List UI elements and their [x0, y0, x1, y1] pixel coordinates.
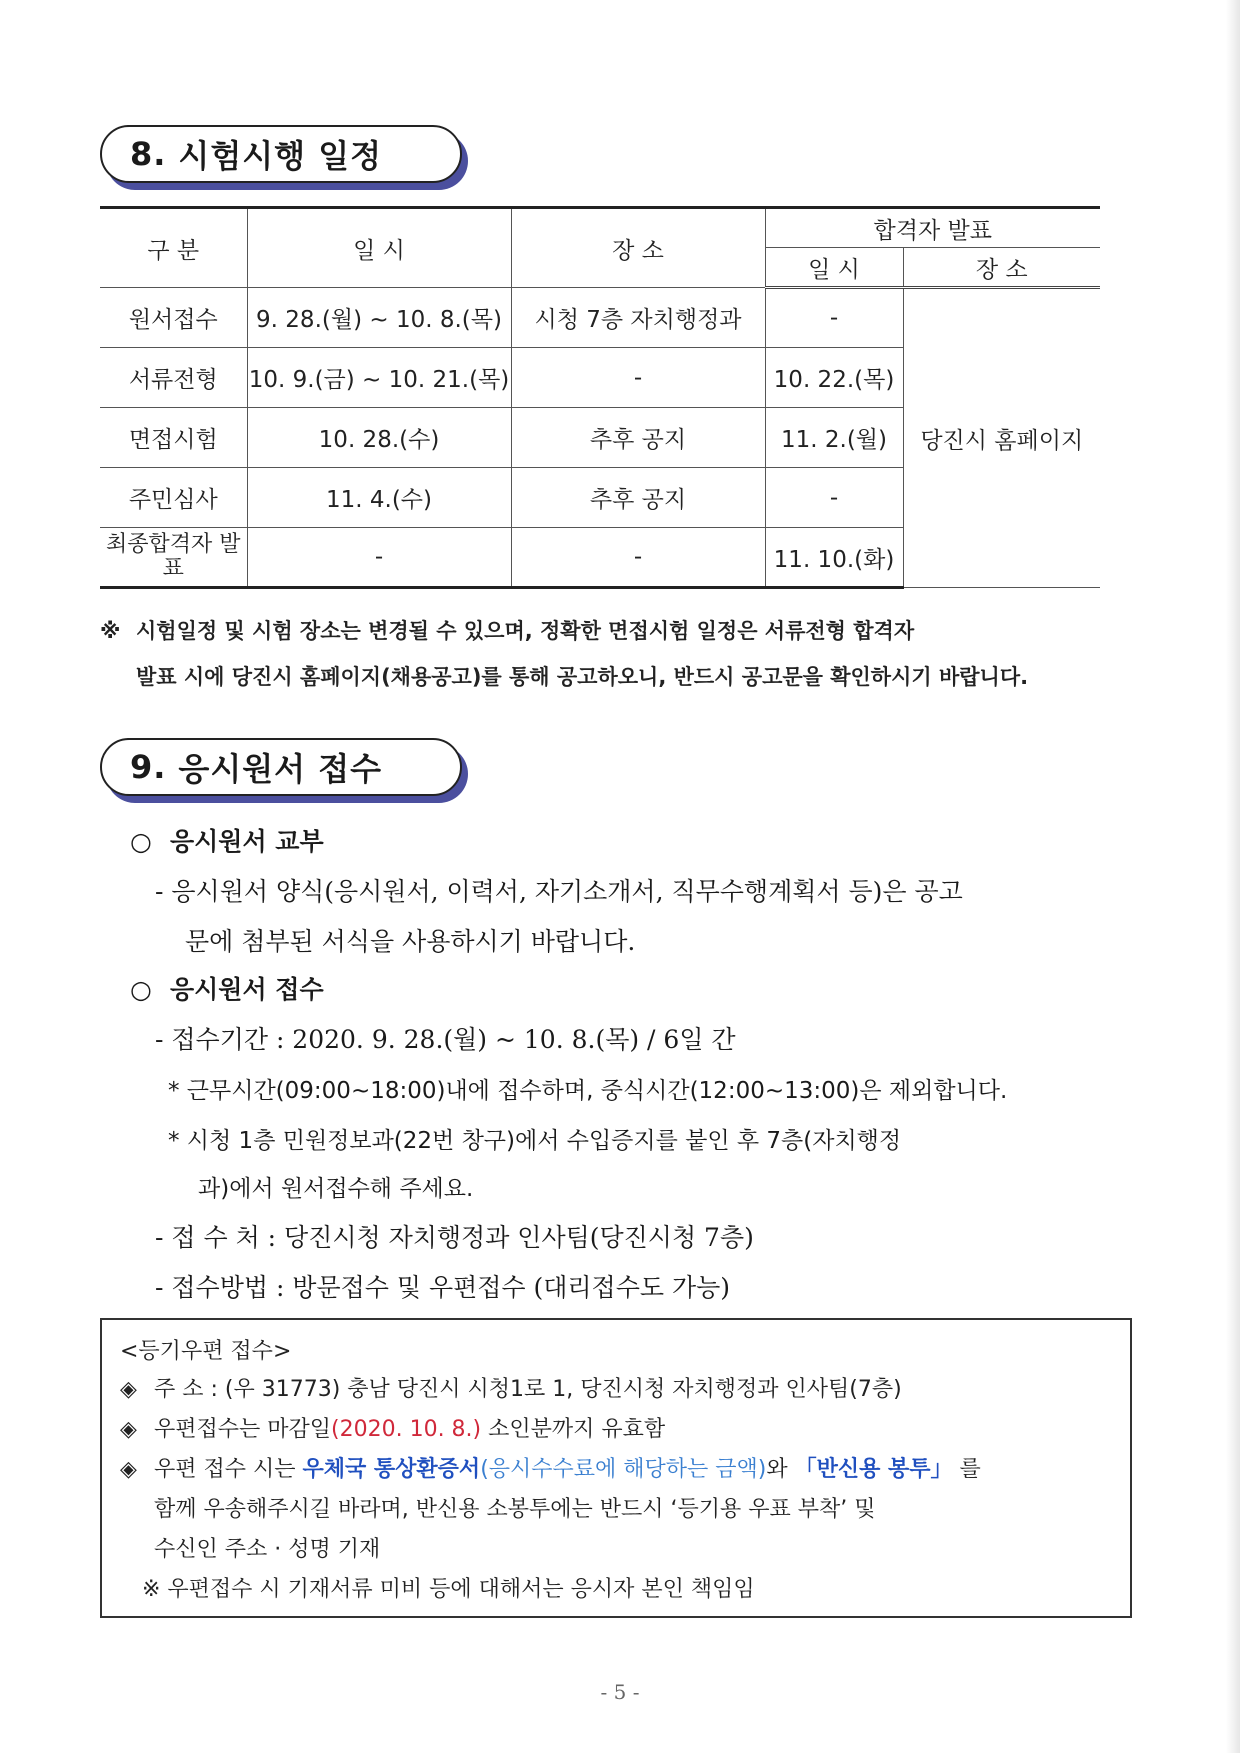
mail-responsibility-note: ※ 우편접수 시 기재서류 미비 등에 대해서는 응시자 본인 책임임	[142, 1577, 755, 1602]
schedule-notice	[100, 608, 1110, 700]
row-category: 면접시험	[100, 408, 247, 468]
row-announcement-date: 10. 22.(목)	[765, 348, 903, 408]
table-header-row	[100, 208, 1100, 248]
receipt-note-hours: * 근무시간(09:00~18:00)내에 접수하며, 중식시간(12:00~13:00)은 제외합니다.	[168, 1078, 1008, 1104]
diamond-bullet-icon: ◈	[120, 1457, 137, 1482]
header-announcement: 합격자 발표	[765, 208, 1100, 248]
money-order-note: (응시수수료에 해당하는 금액)	[480, 1457, 767, 1482]
diamond-bullet-icon: ◈	[120, 1417, 137, 1442]
enclosure-text: 우편 접수 시는	[154, 1457, 303, 1482]
table-row	[100, 288, 1100, 348]
header-date: 일 시	[247, 208, 511, 288]
circle-bullet-icon: ○	[130, 975, 152, 1004]
mail-deadline	[120, 1412, 665, 1443]
notice-line-2: 발표 시에 당진시 홈페이지(채용공고)를 통해 공고하오니, 반드시 공고문을 확인하시기 바랍니다.	[136, 665, 1029, 689]
row-place: -	[511, 348, 765, 408]
section-8-header	[100, 125, 462, 183]
section-number: 9.	[130, 748, 167, 786]
mail-address	[120, 1372, 902, 1403]
section-number: 8.	[130, 135, 167, 173]
row-category: 원서접수	[100, 288, 247, 348]
return-envelope-label: 「반신용 봉투」	[794, 1457, 953, 1482]
exam-schedule-table	[100, 206, 1100, 589]
row-place: -	[511, 528, 765, 588]
mail-box-title: <등기우편 접수>	[120, 1339, 292, 1364]
notice-line-1: 시험일정 및 시험 장소는 변경될 수 있으며, 정확한 면접시험 일정은 서류전형 합격자	[136, 619, 915, 643]
receipt-heading	[130, 970, 324, 1006]
row-category: 주민심사	[100, 468, 247, 528]
receipt-note-stamp-cont: 과)에서 원서접수해 주세요.	[198, 1176, 474, 1202]
section-9-header	[100, 738, 462, 796]
row-announcement-date: -	[765, 288, 903, 348]
row-date: 9. 28.(월) ~ 10. 8.(목)	[247, 288, 511, 348]
receipt-note-stamp: * 시청 1층 민원정보과(22번 창구)에서 수입증지를 붙인 후 7층(자치행정	[168, 1128, 902, 1154]
header-category: 구 분	[100, 208, 247, 288]
registered-mail-box	[100, 1318, 1132, 1618]
mail-address-text: 주 소 : (우 31773) 충남 당진시 시청1로 1, 당진시청 자치행정과 인사팀(7층)	[154, 1377, 902, 1402]
issue-line-2: 문에 첨부된 서식을 사용하시기 바랍니다.	[185, 927, 636, 956]
row-place: 시청 7층 자치행정과	[511, 288, 765, 348]
header-announcement-date: 일 시	[765, 248, 903, 288]
section-title: 응시원서 접수	[178, 750, 383, 788]
row-date: 10. 9.(금) ~ 10. 21.(목)	[247, 348, 511, 408]
row-category: 서류전형	[100, 348, 247, 408]
circle-bullet-icon: ○	[130, 827, 152, 856]
deadline-suffix: 소인분까지 유효함	[481, 1417, 666, 1442]
enclosure-conjunction: 와	[766, 1457, 795, 1482]
header-announcement-place: 장 소	[903, 248, 1100, 288]
mail-enclosure-line-3: 수신인 주소 · 성명 기재	[154, 1537, 381, 1562]
issue-heading-text: 응시원서 교부	[170, 827, 324, 856]
issue-line-1: - 응시원서 양식(응시원서, 이력서, 자기소개서, 직무수행계획서 등)은 공고	[155, 877, 963, 906]
deadline-date: (2020. 10. 8.)	[331, 1417, 482, 1442]
receipt-heading-text: 응시원서 접수	[170, 975, 324, 1004]
receipt-period: - 접수기간 : 2020. 9. 28.(월) ~ 10. 8.(목) / 6일 간	[155, 1025, 736, 1054]
row-announcement-date: -	[765, 468, 903, 528]
page-edge-shadow	[1226, 0, 1240, 1753]
row-date: 10. 28.(수)	[247, 408, 511, 468]
deadline-text: 우편접수는 마감일	[154, 1417, 332, 1442]
mail-enclosure	[120, 1452, 981, 1483]
issue-heading	[130, 822, 324, 858]
diamond-bullet-icon: ◈	[120, 1377, 137, 1402]
section-title: 시험시행 일정	[178, 137, 383, 175]
row-place: 추후 공지	[511, 408, 765, 468]
announcement-place-cell: 당진시 홈페이지	[903, 288, 1100, 588]
mail-enclosure-line-2: 함께 우송해주시길 바라며, 반신용 소봉투에는 반드시 ‘등기용 우표 부착’ 및	[154, 1497, 876, 1522]
row-category: 최종합격자 발표	[100, 528, 247, 588]
row-announcement-date: 11. 10.(화)	[765, 528, 903, 588]
receipt-office: - 접 수 처 : 당진시청 자치행정과 인사팀(당진시청 7층)	[155, 1223, 754, 1252]
reference-mark: ※	[100, 619, 121, 643]
header-place: 장 소	[511, 208, 765, 288]
page-number: - 5 -	[600, 1680, 640, 1704]
row-announcement-date: 11. 2.(월)	[765, 408, 903, 468]
row-date: -	[247, 528, 511, 588]
enclosure-suffix: 를	[952, 1457, 981, 1482]
row-place: 추후 공지	[511, 468, 765, 528]
receipt-method: - 접수방법 : 방문접수 및 우편접수 (대리접수도 가능)	[155, 1273, 731, 1302]
money-order-label: 우체국 통상환증서	[302, 1457, 481, 1482]
row-date: 11. 4.(수)	[247, 468, 511, 528]
